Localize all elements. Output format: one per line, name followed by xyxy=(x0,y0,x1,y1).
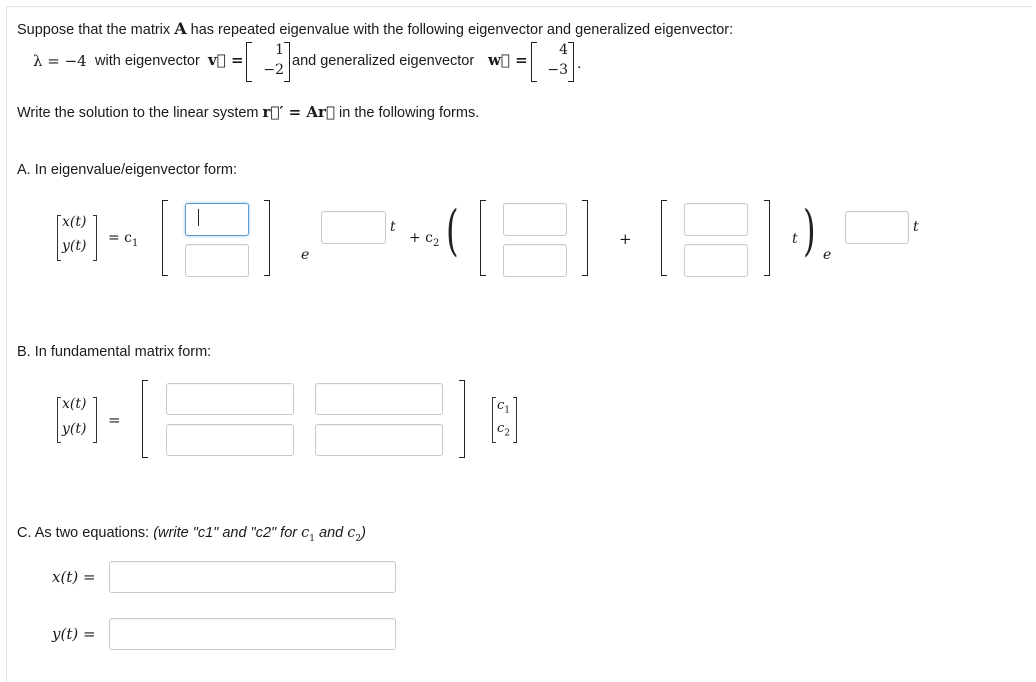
b-c2 xyxy=(497,421,510,439)
b-c1-subscript: 1 xyxy=(504,405,511,416)
intro-text: Suppose that the matrix xyxy=(17,22,171,38)
a-c2-subscript: 2 xyxy=(433,237,440,249)
v-right-bracket xyxy=(284,42,290,82)
part-b-heading xyxy=(17,344,211,360)
in-forms-text: in the following forms. xyxy=(339,105,480,121)
b-lhs-left-bracket xyxy=(57,397,61,443)
b-matrix-left-bracket xyxy=(142,380,148,458)
b-c1 xyxy=(497,398,510,416)
a-lhs-x: x(t) xyxy=(62,214,87,230)
a-vec3-top-input[interactable] xyxy=(684,203,748,236)
part-b-label: B. In fundamental matrix form: xyxy=(17,344,212,360)
a-vec3-bottom-input[interactable] xyxy=(684,244,748,277)
b-c2-subscript: 2 xyxy=(504,428,511,439)
b-matrix-r1c1-input[interactable] xyxy=(166,383,294,415)
period: . xyxy=(577,56,582,72)
a-lhs-left-bracket xyxy=(57,215,61,261)
a-vec3-right-bracket xyxy=(764,200,770,276)
b-c-vector-right-bracket xyxy=(513,397,517,443)
a-exp2-t: t xyxy=(913,219,919,235)
hint-c1-letter: c xyxy=(301,525,310,541)
b-lhs-x: x(t) xyxy=(62,396,87,412)
part-c-label: C. As two equations: xyxy=(17,525,150,541)
a-exp2-coefficient-input[interactable] xyxy=(845,211,909,244)
part-c-hint xyxy=(153,525,366,544)
v-vector-symbol: v⃗ = xyxy=(208,51,244,69)
w-right-bracket xyxy=(568,42,574,82)
a-vec2-top-input[interactable] xyxy=(503,203,567,236)
b-lhs-y: y(t) xyxy=(62,421,87,437)
a-open-paren: ( xyxy=(446,199,459,262)
part-c-heading xyxy=(17,525,366,544)
w-vector-symbol: w⃗ = xyxy=(488,51,528,69)
problem-intro-line xyxy=(17,19,733,38)
c-y-label: y(t) = xyxy=(52,625,96,643)
a-exp1-coefficient-input[interactable] xyxy=(321,211,386,244)
a-vec3-left-bracket xyxy=(661,200,667,276)
part-a-label: A. In eigenvalue/eigenvector form: xyxy=(17,162,238,178)
c-x-equation-input[interactable] xyxy=(109,561,396,593)
a-vec2-bottom-input[interactable] xyxy=(503,244,567,277)
b-lhs-right-bracket xyxy=(93,397,97,443)
w-bottom-entry: −3 xyxy=(547,62,568,78)
b-c-vector-left-bracket xyxy=(492,397,496,443)
a-exp1-t: t xyxy=(390,219,396,235)
matrix-a-symbol: A xyxy=(174,19,187,38)
a-vec1-right-bracket xyxy=(264,200,270,276)
b-equals: = xyxy=(108,411,121,429)
and-generalized-text: and generalized eigenvector xyxy=(292,53,475,69)
with-eigenvector-text: with eigenvector xyxy=(95,53,200,69)
part-a-heading xyxy=(17,162,237,178)
v-top-entry: 1 xyxy=(275,42,284,58)
b-c1-letter: c xyxy=(497,398,505,413)
text-caret xyxy=(198,209,199,226)
a-exp1-base: e xyxy=(301,247,310,263)
a-vec2-right-bracket xyxy=(582,200,588,276)
a-vec1-left-bracket xyxy=(162,200,168,276)
a-equals-c1 xyxy=(108,230,138,249)
a-vec2-left-bracket xyxy=(480,200,486,276)
hint-c2-subscript: 2 xyxy=(355,533,362,544)
c-x-label: x(t) = xyxy=(52,568,96,586)
write-solution-line xyxy=(17,103,479,121)
hint-end: ) xyxy=(361,525,366,541)
a-vec3-t-multiplier: t xyxy=(792,231,798,247)
b-matrix-r2c2-input[interactable] xyxy=(315,424,443,456)
b-matrix-r2c1-input[interactable] xyxy=(166,424,294,456)
b-c2-letter: c xyxy=(497,421,505,436)
c-y-equation-input[interactable] xyxy=(109,618,396,650)
a-equals-c1-text: = c xyxy=(108,230,133,246)
hint-c1-subscript: 1 xyxy=(309,533,315,544)
a-plus-c2-text: + c xyxy=(409,230,434,246)
a-plus-sign: + xyxy=(619,230,632,248)
a-exp2-base: e xyxy=(823,247,832,263)
a-vec1-bottom-input[interactable] xyxy=(185,244,249,277)
a-lhs-y: y(t) xyxy=(62,238,87,254)
lambda-value: λ = −4 xyxy=(33,52,87,70)
v-bottom-entry: −2 xyxy=(263,62,284,78)
write-solution-text: Write the solution to the linear system xyxy=(17,105,259,121)
a-lhs-right-bracket xyxy=(93,215,97,261)
w-top-entry: 4 xyxy=(559,42,568,58)
system-equation: r⃗′ = Ar⃗ xyxy=(262,103,335,121)
part-c-hint-text: (write "c1" and "c2" for xyxy=(153,525,298,541)
a-plus-c2 xyxy=(409,230,439,249)
hint-and: and xyxy=(319,525,344,541)
a-close-paren: ) xyxy=(803,199,816,262)
hint-c2-letter: c xyxy=(347,525,356,541)
hint-c1 xyxy=(301,525,315,544)
intro-end-text: has repeated eigenvalue with the following eigenvector and generalized eigenvector: xyxy=(190,22,734,38)
a-c1-subscript: 1 xyxy=(132,237,139,249)
hint-c2 xyxy=(347,525,362,544)
a-vec1-top-input[interactable] xyxy=(185,203,249,236)
b-matrix-r1c2-input[interactable] xyxy=(315,383,443,415)
b-matrix-right-bracket xyxy=(459,380,465,458)
